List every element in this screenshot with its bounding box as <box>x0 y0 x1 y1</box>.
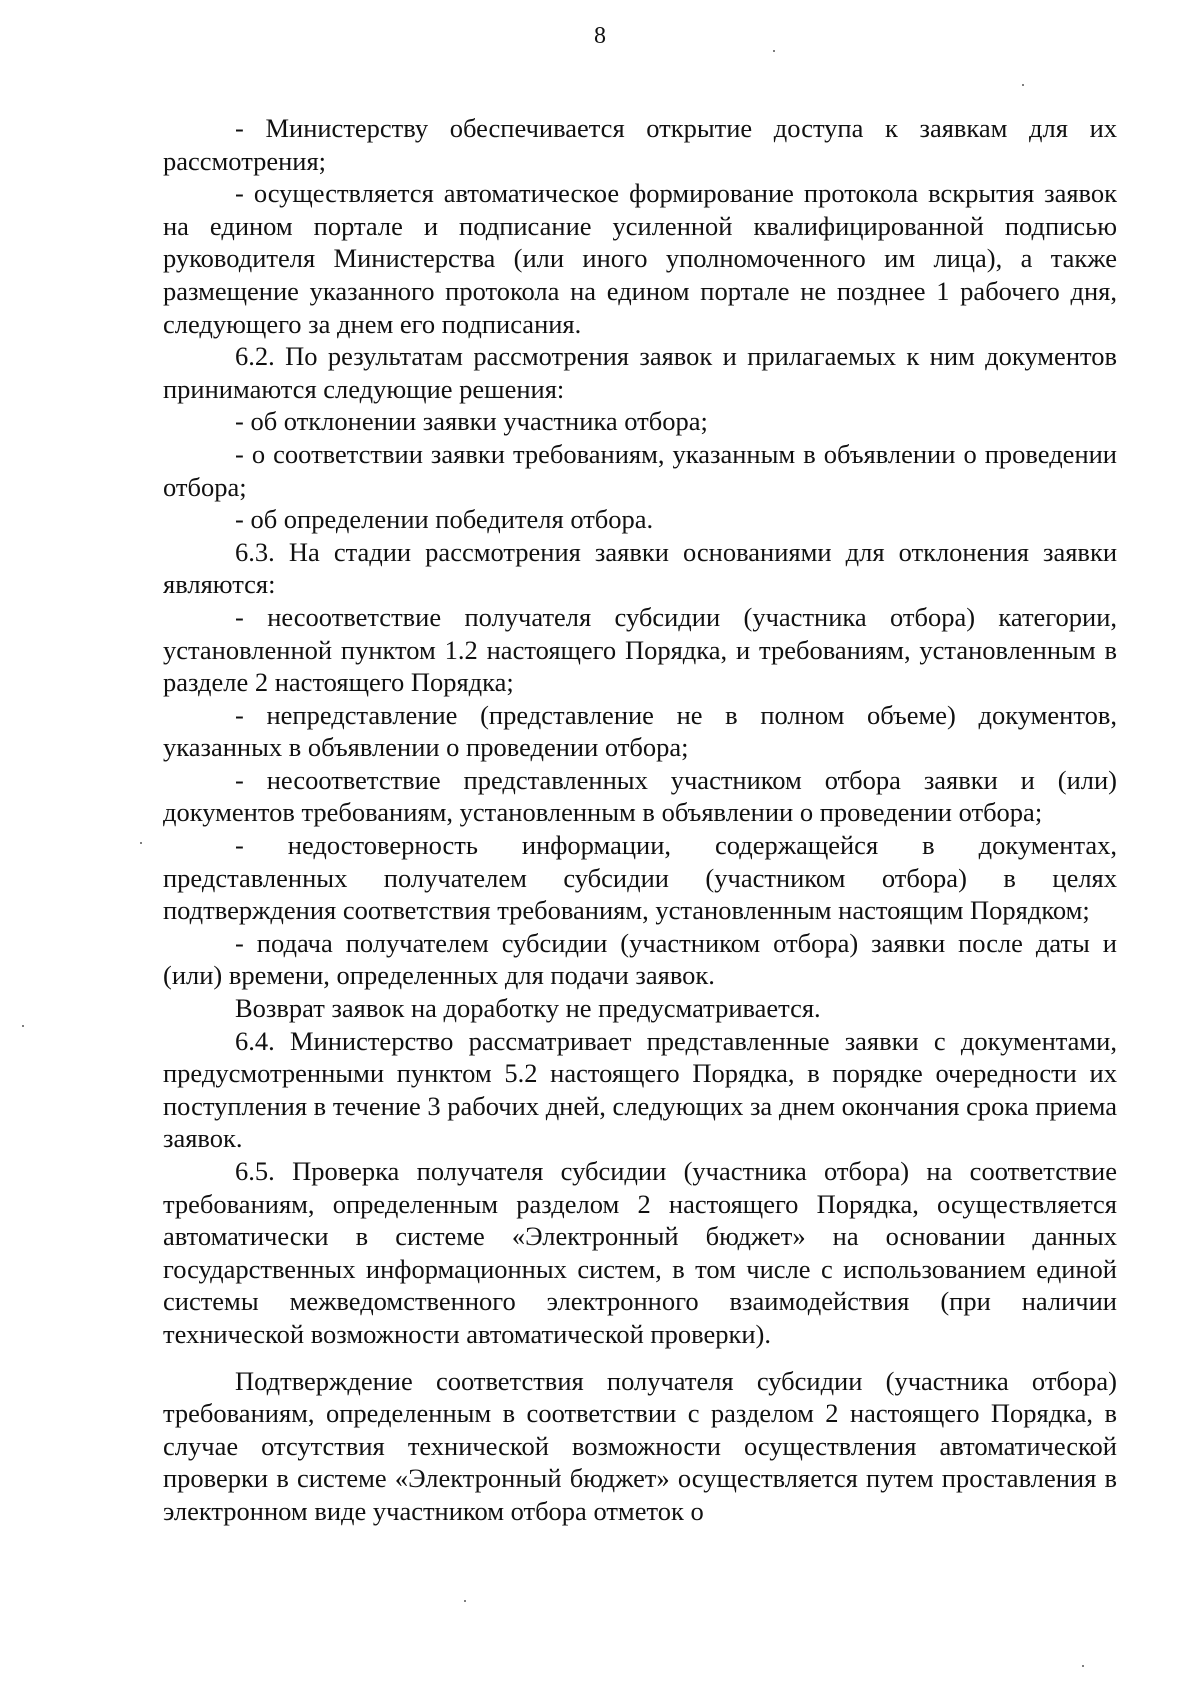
scan-speck <box>773 50 775 52</box>
paragraph: 6.2. По результатам рассмотрения заявок и прилагаемых к ним документов принимаются следующие решения: <box>163 341 1117 404</box>
scan-speck <box>464 1600 466 1602</box>
paragraph: Подтверждение соответствия получателя субсидии (участника отбора) требованиям, определенным в соответствии с разделом 2 настоящего Порядка, в случае отсутствия технической возможности осуществления автоматической проверки в системе «Электронный бюджет» осуществляется путем проставления в электронном виде участником отбора отметок о <box>163 1365 1117 1526</box>
paragraph: Возврат заявок на доработку не предусматривается. <box>235 993 821 1024</box>
paragraph: - Министерству обеспечивается открытие доступа к заявкам для их рассмотрения; <box>163 113 1117 176</box>
document-body <box>163 112 1117 1528</box>
paragraph: - несоответствие представленных участником отбора заявки и (или) документов требованиям, установленным в объявлении о проведении отбора; <box>163 764 1117 828</box>
paragraph: - об отклонении заявки участника отбора; <box>235 406 708 437</box>
paragraph: 6.4. Министерство рассматривает представленные заявки с документами, предусмотренными пунктом 5.2 настоящего Порядка, в порядке очередности их поступления в течение 3 рабочих дней, следующих за днем окончания срока приема заявок. <box>163 1025 1117 1154</box>
scan-speck <box>140 842 142 844</box>
paragraph: - непредставление (представление не в полном объеме) документов, указанных в объявлении о проведении отбора; <box>163 699 1117 763</box>
paragraph: - недостоверность информации, содержащейся в документах, представленных получателем субсидии (участником отбора) в целях подтверждения соответствия требованиям, установленным настоящим Порядком; <box>163 830 1117 926</box>
paragraph: - осуществляется автоматическое формирование протокола вскрытия заявок на едином портале и подписание усиленной квалифицированной подписью руководителя Министерства (или иного уполномоченного им лица), а также размещение указанного протокола на едином портале не позднее 1 рабочего дня, следующего за днем его подписания. <box>163 178 1117 339</box>
paragraph: - несоответствие получателя субсидии (участника отбора) категории, установленной пунктом 1.2 настоящего Порядка, и требованиям, установленным в разделе 2 настоящего Порядка; <box>163 601 1117 698</box>
paragraph: 6.5. Проверка получателя субсидии (участника отбора) на соответствие требованиям, определенным разделом 2 настоящего Порядка, осуществляется автоматически в системе «Электронный бюджет» на основании данных государственных информационных систем, в том числе с использованием единой системы межведомственного электронного взаимодействия (при наличии технической возможности автоматической проверки). <box>163 1156 1117 1349</box>
page-number: 8 <box>594 23 606 49</box>
paragraph: - подача получателем субсидии (участником отбора) заявки после даты и (или) времени, определенных для подачи заявок. <box>163 927 1117 991</box>
paragraph: - о соответствии заявки требованиям, указанным в объявлении о проведении отбора; <box>163 438 1117 502</box>
paragraph: - об определении победителя отбора. <box>235 504 654 535</box>
paragraph: 6.3. На стадии рассмотрения заявки основаниями для отклонения заявки являются: <box>163 536 1117 600</box>
scan-speck <box>22 1025 24 1027</box>
scan-speck <box>1022 84 1024 86</box>
scan-speck <box>1082 1665 1084 1667</box>
